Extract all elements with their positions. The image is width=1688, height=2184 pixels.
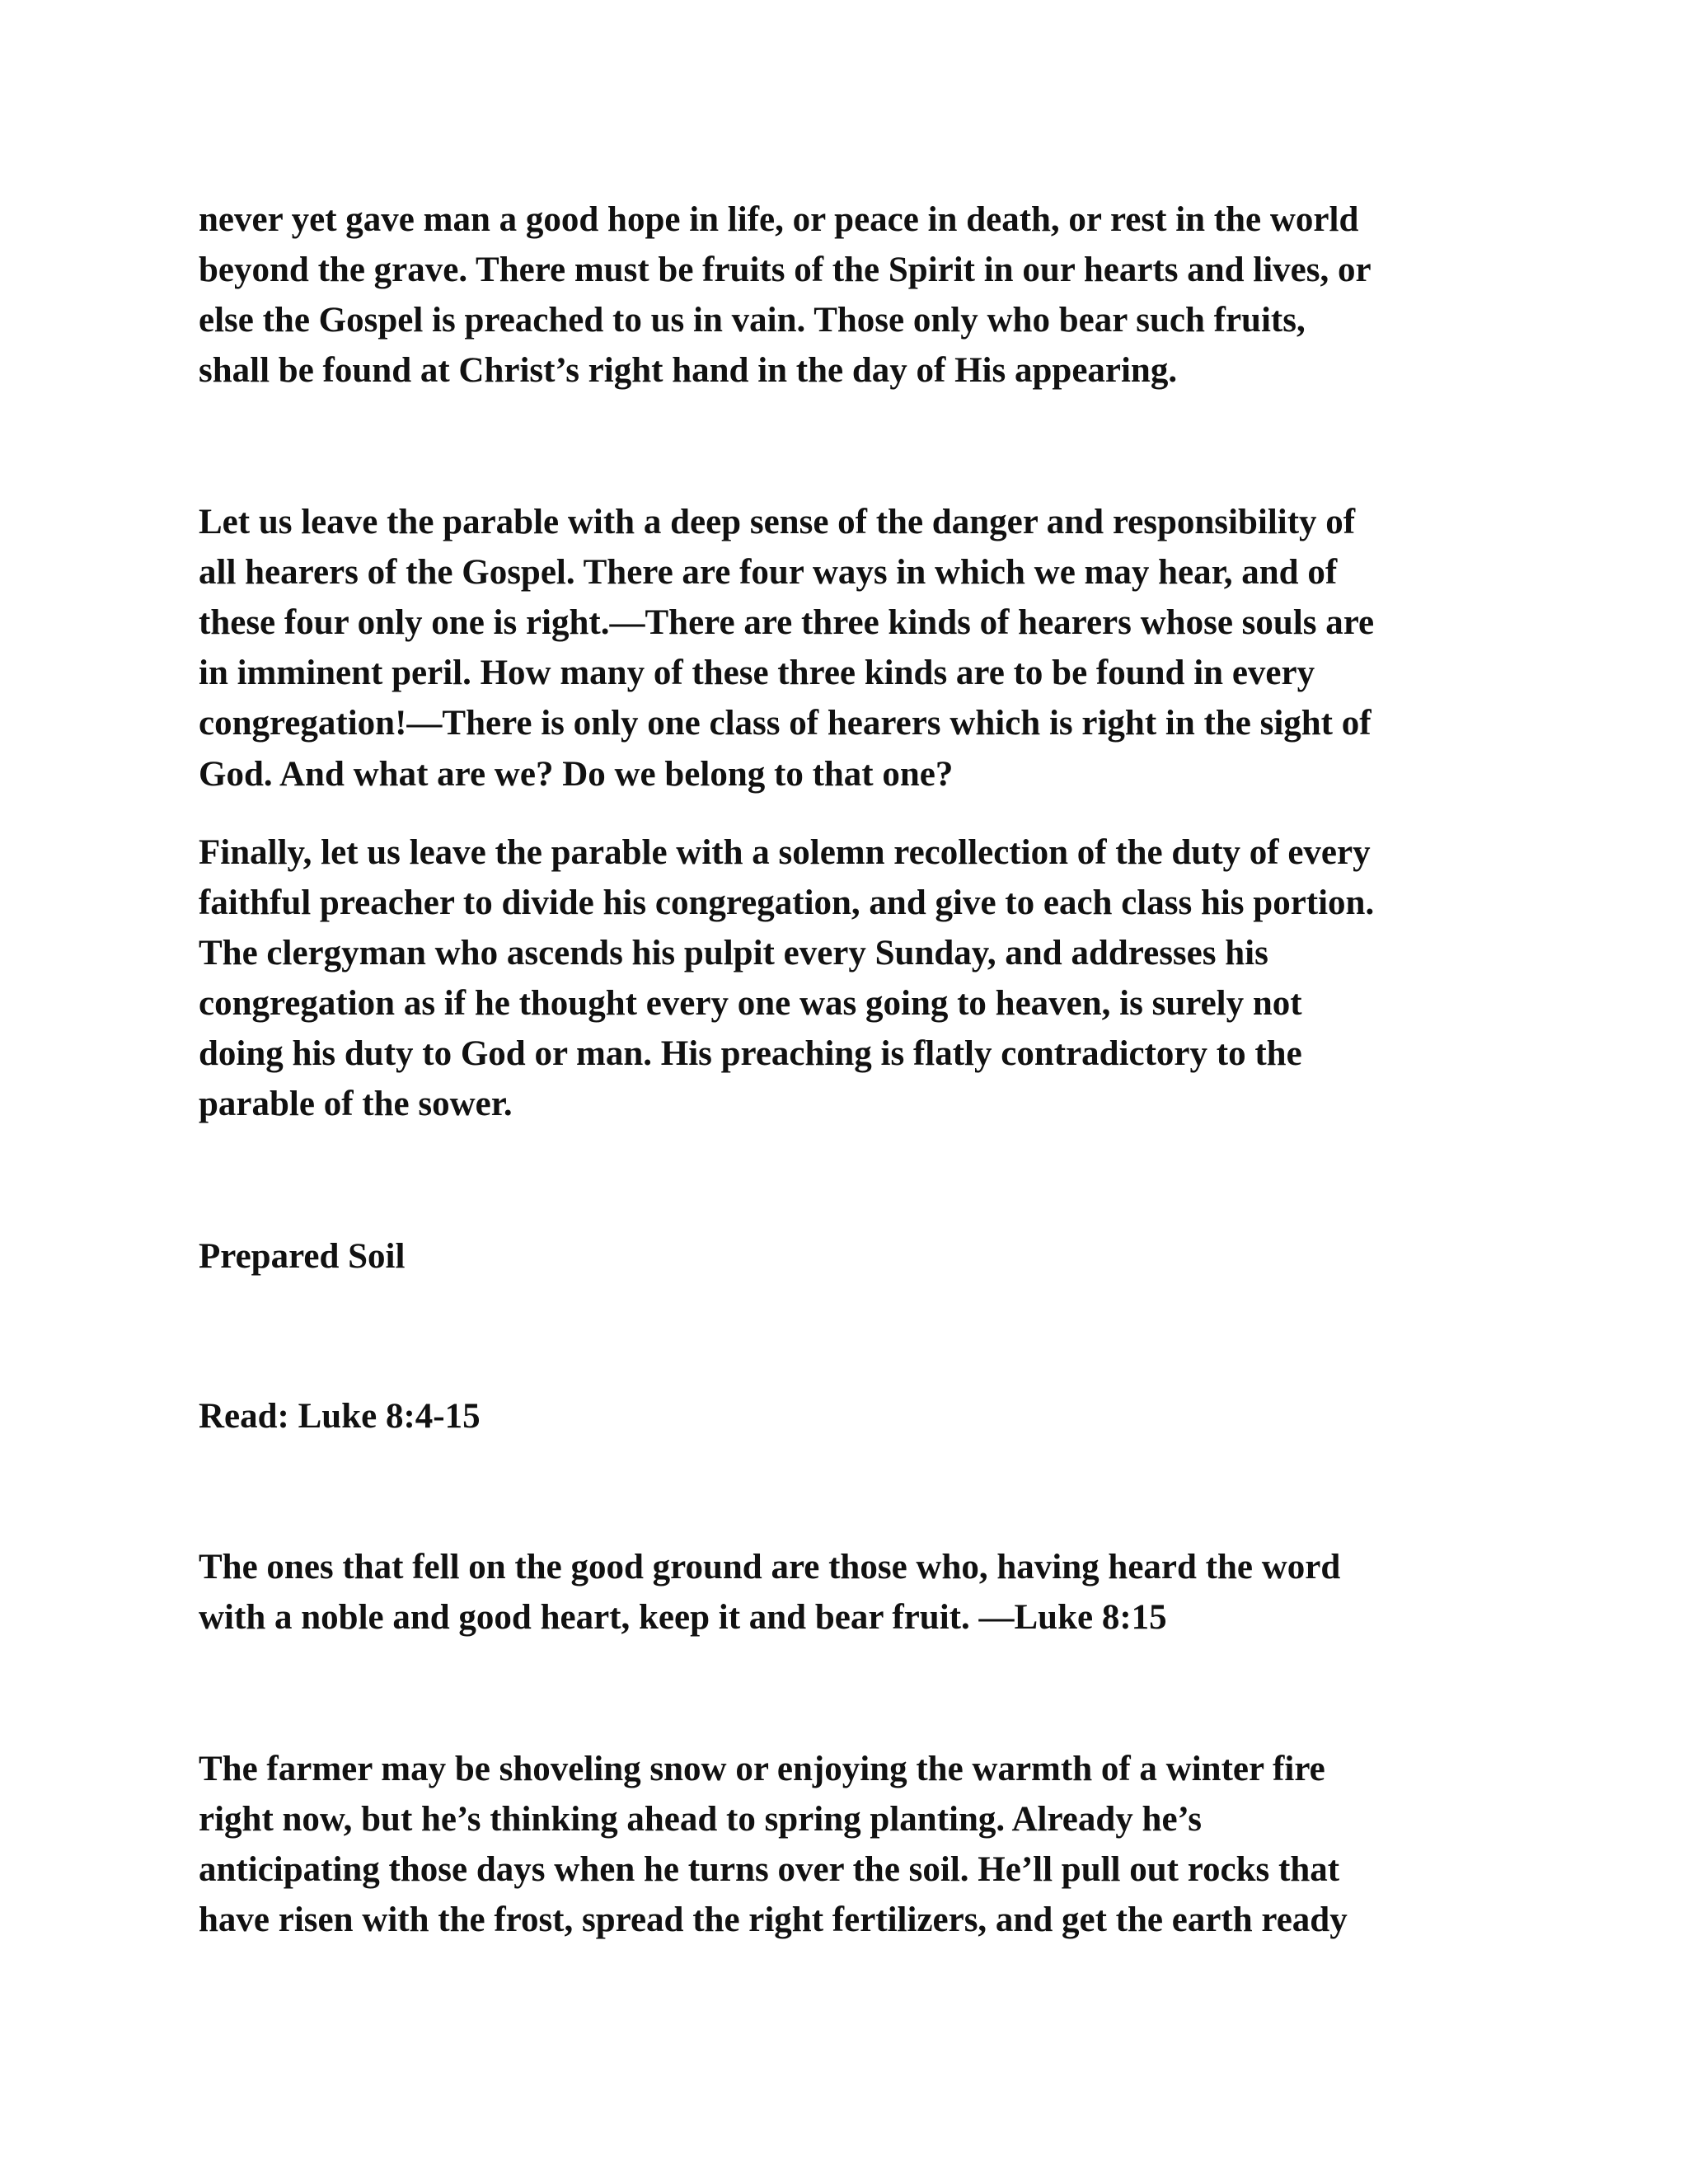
text-line: with a noble and good heart, keep it and bear fruit. —Luke 8:15: [199, 1598, 1167, 1637]
text-line: faithful preacher to divide his congregation, and give to each class his portion.: [199, 883, 1375, 922]
text-line: never yet gave man a good hope in life, or peace in death, or rest in the world: [199, 200, 1359, 239]
text-line: all hearers of the Gospel. There are four ways in which we may hear, and of: [199, 553, 1338, 592]
reading-reference: Read: Luke 8:4-15: [199, 1397, 481, 1436]
text-line: parable of the sower.: [199, 1085, 513, 1123]
text-line: God. And what are we? Do we belong to that one?: [199, 755, 954, 794]
text-line: shall be found at Christ’s right hand in the day of His appearing.: [199, 351, 1178, 390]
text-line: these four only one is right.—There are three kinds of hearers whose souls are: [199, 603, 1375, 642]
text-line: The farmer may be shoveling snow or enjoying the warmth of a winter fire: [199, 1750, 1325, 1788]
text-line: congregation!—There is only one class of hearers which is right in the sight of: [199, 704, 1372, 743]
text-line: Let us leave the parable with a deep sense of the danger and responsibility of: [199, 503, 1356, 541]
text-line: in imminent peril. How many of these three kinds are to be found in every: [199, 654, 1315, 692]
text-line: beyond the grave. There must be fruits of the Spirit in our hearts and lives, or: [199, 251, 1372, 289]
text-line: doing his duty to God or man. His preaching is flatly contradictory to the: [199, 1034, 1302, 1073]
text-line: The ones that fell on the good ground are those who, having heard the word: [199, 1548, 1341, 1586]
text-line: have risen with the frost, spread the right fertilizers, and get the earth ready: [199, 1900, 1348, 1939]
text-line: else the Gospel is preached to us in vain. Those only who bear such fruits,: [199, 301, 1306, 340]
section-title: Prepared Soil: [199, 1237, 406, 1276]
text-line: Finally, let us leave the parable with a solemn recollection of the duty of every: [199, 833, 1371, 872]
text-line: anticipating those days when he turns over the soil. He’ll pull out rocks that: [199, 1850, 1340, 1889]
text-line: congregation as if he thought every one was going to heaven, is surely not: [199, 984, 1302, 1023]
text-line: The clergyman who ascends his pulpit every Sunday, and addresses his: [199, 934, 1268, 972]
text-line: right now, but he’s thinking ahead to spring planting. Already he’s: [199, 1800, 1203, 1839]
